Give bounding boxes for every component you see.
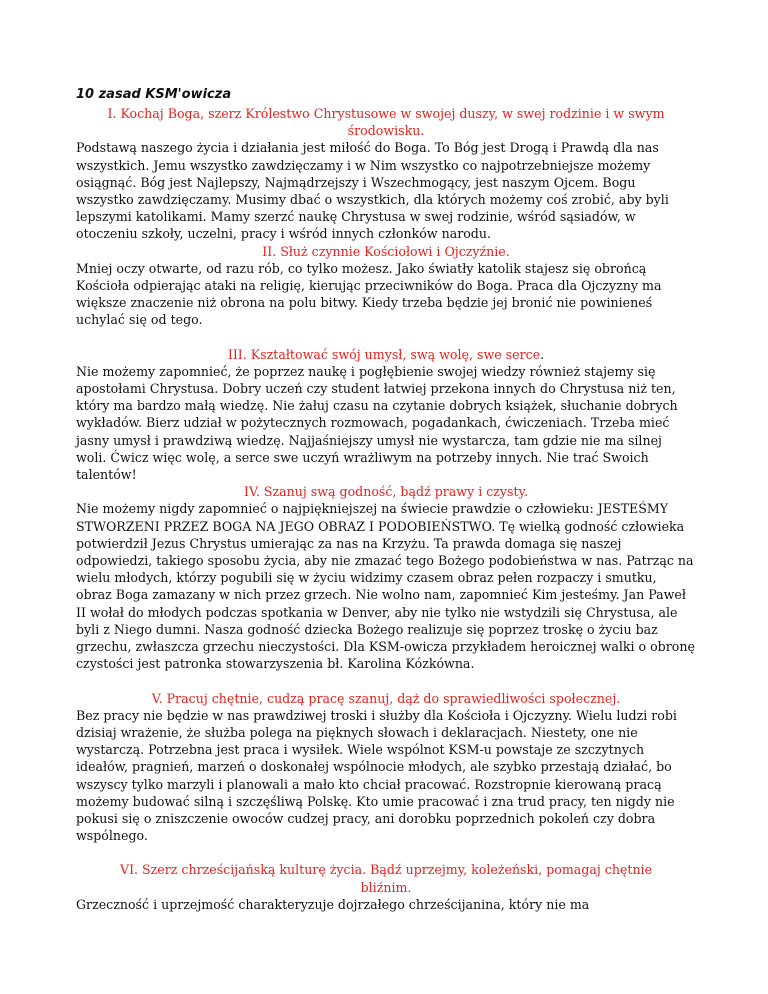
section-body: Bez pracy nie będzie w nas prawdziwej troski i służby dla Kościoła i Ojczyzny. Wielu ludzi robi dzisiaj wrażenie, że służba polega na pięknych słowach i deklaracjach. Niestety, one nie wystarczą. Potrzebna jest praca i wysiłek. Wiele wspólnot KSM-u powstaje ze szczytnych ideałów, pragnień, marzeń o doskonałej wspólnocie młodych, ale szybko przestają działać, bo wszyscy tylko marzyli i planowali a mało kto chciał pracować. Rozstropnie kierowaną pracą możemy budować silną i szczęśliwą Polskę. Kto umie pracować i zna trud pracy, ten nigdy nie pokusi się o zniszczenie owoców cudzej pracy, ani dorobku poprzednich pokoleń czy dobra wspólnego. [76, 707, 677, 844]
spacer [76, 844, 696, 861]
section-body: Nie możemy zapomnieć, że poprzez naukę i pogłębienie swojej wiedzy również stajemy się apostołami Chrystusa. Dobry uczeń czy student łatwiej przekona innych do Chrystusa niż ten, który ma bardzo małą wiedzę. Nie żałuj czasu na czytanie dobrych książek, słuchanie dobrych wykładów. Bierz udział w pożytecznych rozmowach, pogadankach, ćwiczeniach. Trzeba mieć jasny umysł i prawdziwą wiedzę. Najjaśniejszy umysł nie wystarcza, tam gdzie nie ma silnej woli. Ćwicz więc wolę, a serce swe uczyń wrażliwym na potrzeby innych. Nie trać Swoich talentów! [76, 363, 678, 483]
document-page [76, 86, 696, 913]
section-body: Grzeczność i uprzejmość charakteryzuje dojrzałego chrześcijanina, który nie ma [76, 896, 590, 912]
section-body: Nie możemy nigdy zapomnieć o najpiękniejszej na świecie prawdzie o człowieku: JESTEŚMY STWORZENI PRZEZ BOGA NA JEGO OBRAZ I PODOBIEŃSTWO. Tę wielką godność człowieka potwierdził Jezus Chrystus umierając za nas na Krzyżu. Ta prawda domaga się naszej odpowiedzi, takiego sposobu życia, aby nie zmazać tego Bożego podobieństwa w nas. Patrząc na wielu młodych, którzy pogubili się w życiu widzimy czasem obraz pełen rozpaczy i smutku, obraz Boga zamazany w nich przez grzech. Nie wolno nam, zapomnieć Kim jesteśmy. Jan Paweł II wołał do młodych podczas spotkania w Denver, aby nie tylko nie wstydzili się Chrystusa, ale byli z Niego dumni. Nasza godność dziecka Bożego realizuje się poprzez troskę o życiu baz grzechu, zwłaszcza grzechu nieczystości. Dla KSM-owicza przykładem heroicznej walki o obronę czystości jest patronka stowarzyszenia bł. Karolina Kózkówna. [76, 501, 695, 672]
spacer [76, 329, 696, 346]
section-body: Podstawą naszego życia i działania jest miłość do Boga. To Bóg jest Drogą i Prawdą dla nas wszystkich. Jemu wszystko zawdzięczamy i w Nim wszystko co najpotrzebniejsze możemy osiągnąć. Bóg jest Najlepszy, Najmądrzejszy i Wszechmogący, jest naszym Ojcem. Bogu wszystko zawdzięczamy. Musimy dbać o wszystkich, dla których możemy coś zrobić, aby byli lepszymi katolikami. Mamy szerzć naukę Chrystusa w swej rodzinie, wśród sąsiadów, w otoczeniu szkoły, uczelni, pracy i wśród innych członków narodu. [76, 140, 669, 242]
document-title: 10 zasad KSM'owicza [76, 87, 232, 102]
section-heading: IV. Szanuj swą godność, bądź prawy i czysty. [243, 484, 528, 500]
section-heading [76, 346, 696, 363]
section-heading: V. Pracuj chętnie, cudzą pracę szanuj, dąż do sprawiedliwości społecznej. [151, 690, 621, 706]
section-heading-suffix: . [540, 346, 545, 362]
spacer [76, 673, 696, 690]
section-3 [76, 346, 696, 484]
section-heading: II. Służ czynnie Kościołowi i Ojczyźnie. [262, 243, 510, 259]
section-1 [76, 105, 696, 243]
section-heading: I. Kochaj Boga, szerz Królestwo Chrystusowe w swojej duszy, w swej rodzinie i w swym środowisku. [107, 106, 665, 139]
section-6 [76, 861, 696, 913]
section-5 [76, 690, 696, 845]
section-heading: VI. Szerz chrześcijańską kulturę życia. Bądź uprzejmy, koleżeński, pomagaj chętnie bliźnim. [119, 862, 653, 895]
section-4 [76, 483, 696, 672]
section-2 [76, 243, 696, 329]
section-heading-text: III. Kształtować swój umysł, swą wolę, swe serce [227, 346, 541, 362]
section-body: Mniej oczy otwarte, od razu rób, co tylko możesz. Jako światły katolik stajesz się obrońcą Kościoła odpierając ataki na religię, kierując przeciwników do Boga. Praca dla Ojczyzny ma większe znaczenie niż obrona na polu bitwy. Kiedy trzeba będzie jej bronić nie powinieneś uchylać się od tego. [76, 260, 662, 328]
